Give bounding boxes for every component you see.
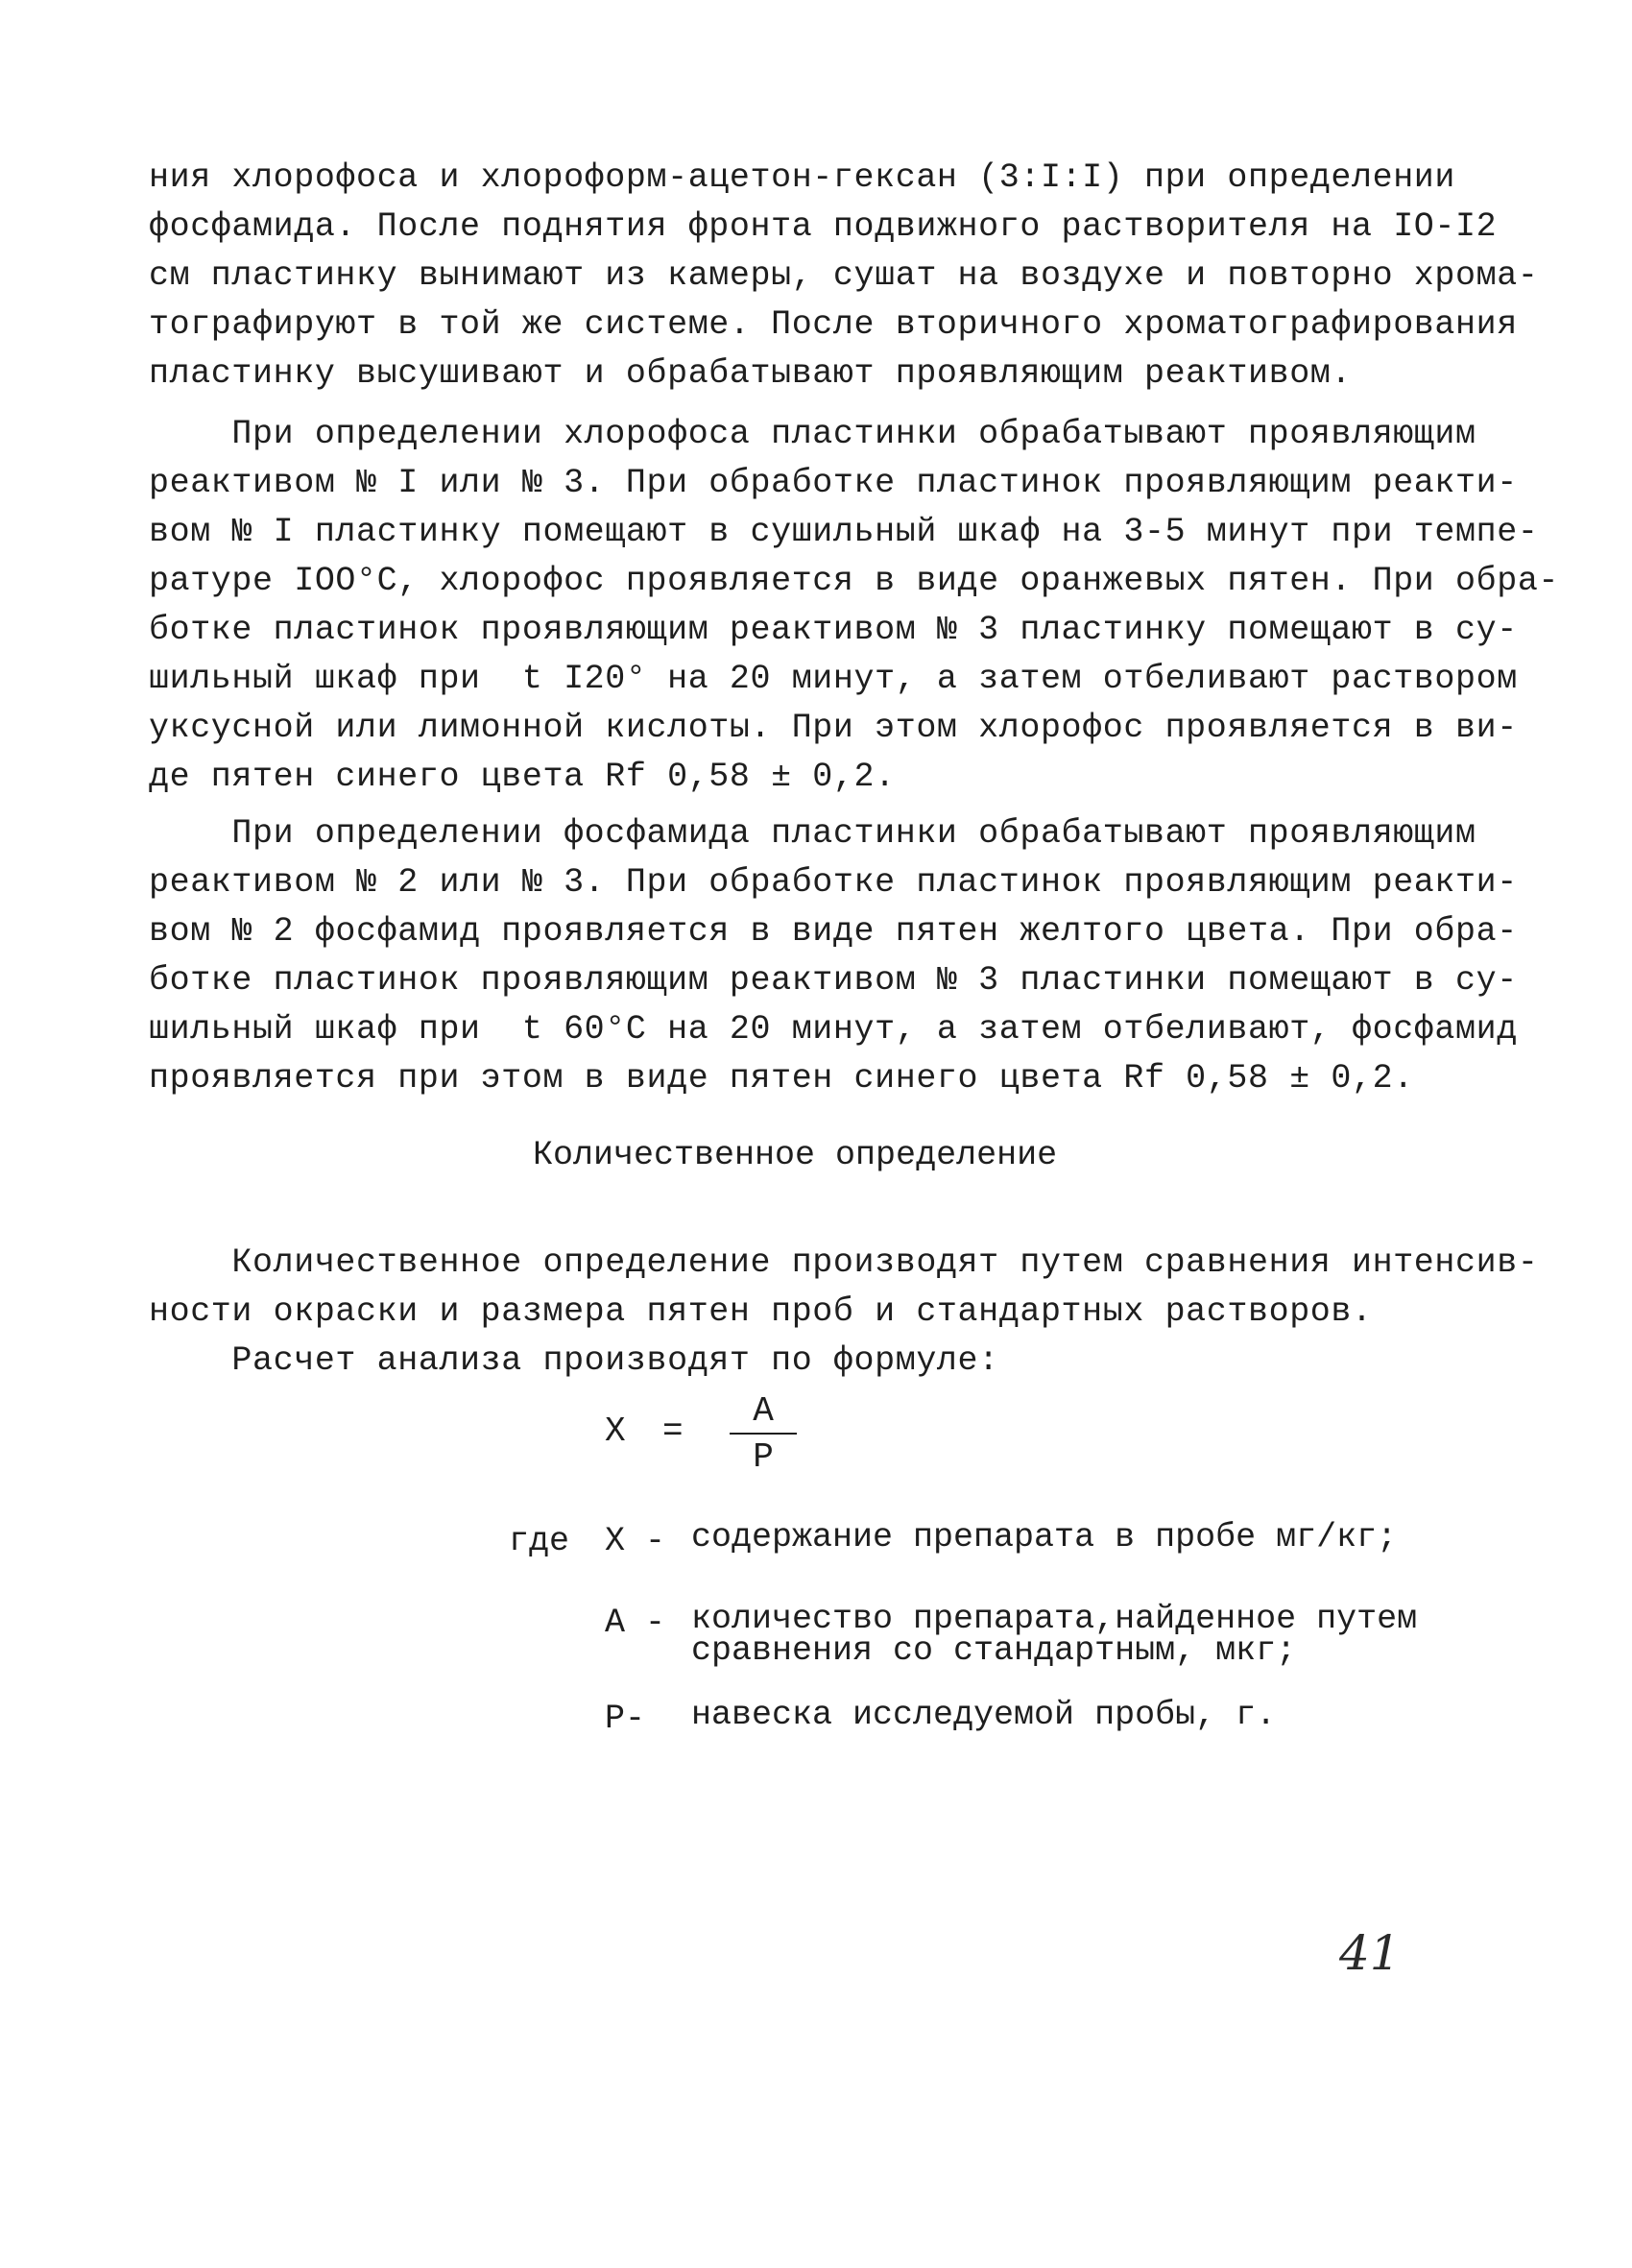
text-line: фосфамида. После поднятия фронта подвижного растворителя на IO-I2 <box>149 207 1498 246</box>
text-line: реактивом № 2 или № 3. При обработке пластинок проявляющим реакти- <box>149 863 1518 902</box>
text-line: При определении хлорофоса пластинки обрабатывают проявляющим <box>149 415 1476 453</box>
text-line: тографируют в той же системе. После вторичного хроматографирования <box>149 305 1518 344</box>
paragraph-phosphamide <box>149 809 1518 1103</box>
text-line: Количественное определение производят путем сравнения интенсив- <box>149 1243 1539 1282</box>
formula-equals: = <box>662 1411 684 1451</box>
text-line: ботке пластинок проявляющим реактивом № 3 пластинку помещают в су- <box>149 611 1518 649</box>
text-line: де пятен синего цвета Rf 0,58 ± 0,2. <box>149 758 896 796</box>
text-line: шильный шкаф при t 60°C на 20 минут, а затем отбеливают, фосфамид <box>149 1010 1518 1049</box>
paragraph-formula-intro <box>149 1337 1502 1386</box>
legend-symbol: P- <box>605 1700 646 1738</box>
text-line: При определении фосфамида пластинки обрабатывают проявляющим <box>149 814 1476 853</box>
fraction-bar <box>730 1433 797 1435</box>
section-heading: Количественное определение <box>533 1136 1058 1174</box>
text-line: Расчет анализа производят по формуле: <box>149 1341 999 1380</box>
legend-intro: где <box>509 1522 570 1560</box>
page-number: 41 <box>1339 1925 1401 1981</box>
paragraph-continuation <box>149 154 1539 398</box>
legend-text: количество препарата,найденное путем сравнения со стандартным, мкг; <box>691 1600 1418 1670</box>
text-line: ратуре IOO°C, хлорофос проявляется в виде оранжевых пятен. При обра- <box>149 562 1560 600</box>
formula-fraction <box>730 1392 797 1477</box>
paragraph-quantitative <box>149 1239 1539 1337</box>
legend-text: навеска исследуемой пробы, г. <box>691 1696 1277 1734</box>
formula-denominator: P <box>753 1437 774 1477</box>
text-line: шильный шкаф при t I20° на 20 минут, а затем отбеливают раствором <box>149 660 1518 698</box>
text-line: ности окраски и размера пятен проб и стандартных растворов. <box>149 1292 1373 1331</box>
text-line: уксусной или лимонной кислоты. При этом хлорофос проявляется в ви- <box>149 709 1518 747</box>
paragraph-chlorophos <box>149 410 1560 802</box>
legend-symbol: X - <box>605 1522 666 1560</box>
text-line: вом № 2 фосфамид проявляется в виде пятен желтого цвета. При обра- <box>149 912 1518 951</box>
formula-lhs: X <box>605 1411 626 1451</box>
formula-numerator: A <box>753 1391 774 1431</box>
text-line: ботке пластинок проявляющим реактивом № 3 пластинки помещают в су- <box>149 961 1518 1000</box>
text-line: вом № I пластинку помещают в сушильный шкаф на 3-5 минут при темпе- <box>149 513 1539 551</box>
legend-text: содержание препарата в пробе мг/кг; <box>691 1518 1398 1556</box>
text-line: см пластинку вынимают из камеры, сушат на воздухе и повторно хрома- <box>149 256 1539 295</box>
legend-symbol: A - <box>605 1604 666 1642</box>
text-line: проявляется при этом в виде пятен синего цвета Rf 0,58 ± 0,2. <box>149 1059 1414 1098</box>
text-line: реактивом № I или № 3. При обработке пластинок проявляющим реакти- <box>149 464 1518 502</box>
text-line: ния хлорофоса и хлороформ-ацетон-гексан (3:I:I) при определении <box>149 158 1456 197</box>
text-line: пластинку высушивают и обрабатывают проявляющим реактивом. <box>149 354 1352 393</box>
